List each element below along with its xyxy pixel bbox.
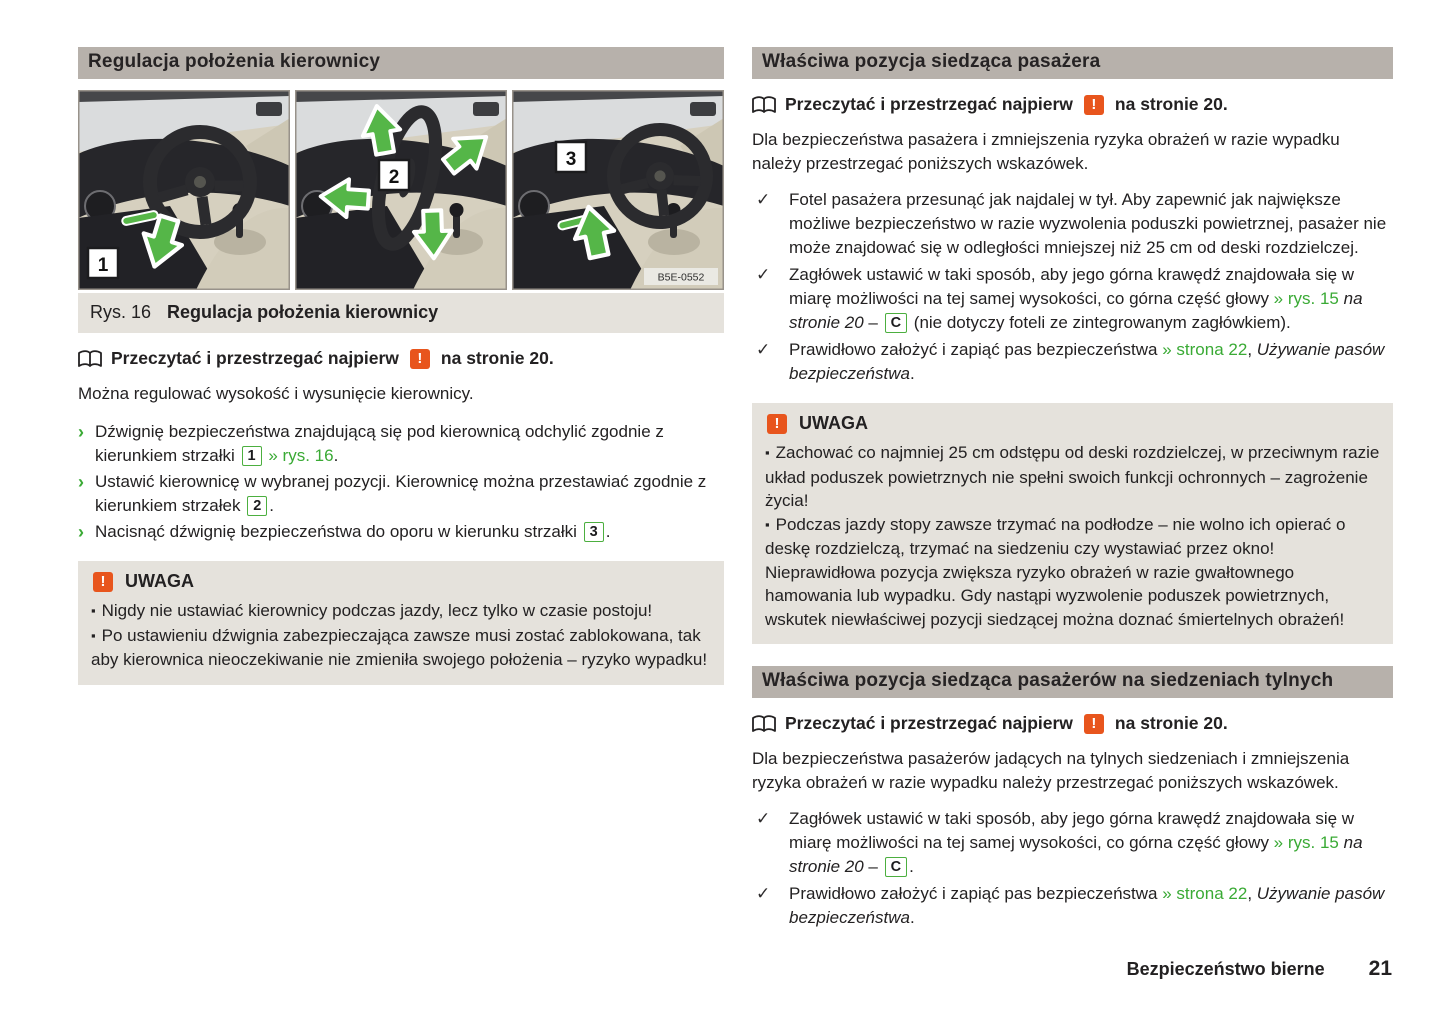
warning-box	[78, 561, 724, 685]
square-bullet-icon: ▪	[91, 627, 96, 643]
section-header-passenger-position: Właściwa pozycja siedząca pasażera	[752, 47, 1393, 79]
text-segment: Fotel pasażera przesunąć jak najdalej w tył. Aby zapewnić jak największe możliwe bezpieczeństwo w razie wyzwolenia poduszki powietrznej, pasażer nie może znajdować się w odległości mniejszej niż 25 cm od deski rozdzielczej.	[789, 190, 1387, 257]
warning-item-text: Po ustawieniu dźwignia zabezpieczająca zawsze musi zostać zablokowana, tak aby kierownica nieoczekiwanie nie zmieniła swojego położenia – ryzyko wypadku!	[91, 625, 708, 669]
bullet-arrow-icon: ›	[78, 522, 84, 542]
text-segment: .	[909, 364, 915, 383]
checklist-item	[752, 263, 1393, 335]
intro-paragraph: Dla bezpieczeństwa pasażerów jadących na tylnych siedzeniach i zmniejszenia ryzyka obrażeń w razie wypadku należy przestrzegać poniższych wskazówek.	[752, 749, 1350, 792]
text-segment: Prawidłowo założyć i zapiąć pas bezpieczeństwa	[789, 884, 1163, 903]
warning-title-text: UWAGA	[125, 571, 194, 591]
callout-ref-box: 2	[247, 496, 267, 516]
bullet-arrow-icon: ›	[78, 422, 84, 442]
section-header-rear-passengers: Właściwa pozycja siedząca pasażerów na siedzeniach tylnych	[752, 666, 1393, 698]
read-first-note	[752, 94, 1393, 115]
warning-title	[765, 413, 1380, 434]
text-segment: Ustawić kierownicę w wybranej pozycji. Kierownicę można przestawiać zgodnie z kierunkiem strzałek	[95, 472, 707, 515]
intro-paragraph: Dla bezpieczeństwa pasażera i zmniejszenia ryzyka obrażeń w razie wypadku należy przestrzegać poniższych wskazówek.	[752, 130, 1340, 173]
right-column	[752, 47, 1393, 933]
panel-number-label	[556, 142, 586, 172]
figure-caption	[78, 293, 724, 333]
cross-reference-link[interactable]: » strona 22	[1162, 884, 1248, 903]
warning-item-text: Zachować co najmniej 25 cm odstępu od deski rozdzielczej, w przeciwnym razie układ poduszek powietrznych nie spełni swoich funkcji ochronnych – zagrożenie życia!	[765, 443, 1380, 510]
image-code-label	[644, 268, 718, 285]
checklist-item-text	[789, 190, 1386, 257]
warning-item-text: Nigdy nie ustawiać kierownicy podczas jazdy, lecz tylko w czasie postoju!	[101, 601, 653, 620]
panel-number-label	[88, 248, 118, 278]
square-bullet-icon: ▪	[765, 445, 770, 460]
checklist-item-text	[789, 884, 1384, 927]
list-item	[78, 420, 724, 468]
checklist-item	[752, 807, 1393, 879]
text-segment: Zagłówek ustawić w taki sposób, aby jego górna krawędź znajdowała się w miarę możliwości na tej samej wysokości, co górna część głowy	[789, 809, 1355, 852]
read-first-label: Przeczytać i przestrzegać najpierw	[111, 348, 399, 368]
text-segment: Nacisnąć dźwignię bezpieczeństwa do oporu w kierunku strzałki	[95, 522, 582, 541]
square-bullet-icon: ▪	[91, 603, 96, 618]
cross-reference-link[interactable]: » rys. 15	[1273, 289, 1339, 308]
checklist-item	[752, 882, 1393, 930]
book-icon	[752, 96, 776, 113]
warning-mark: !	[100, 572, 106, 590]
text-segment: .	[333, 446, 339, 465]
text-segment: –	[863, 313, 883, 332]
panel-number-label	[379, 160, 409, 190]
square-bullet-icon: ▪	[765, 516, 770, 532]
checklist-item-text	[789, 340, 1384, 383]
figure-title: Regulacja położenia kierownicy	[167, 302, 439, 322]
read-first-label: Przeczytać i przestrzegać najpierw	[785, 713, 1073, 733]
book-icon	[78, 350, 102, 367]
list-item-text	[95, 522, 610, 541]
callout-ref-box: C	[885, 857, 907, 877]
read-first-page: na stronie 20.	[1114, 713, 1228, 733]
checklist-item-text	[789, 809, 1363, 876]
text-segment: .	[605, 522, 611, 541]
callout-ref-box: C	[885, 313, 907, 333]
callout-ref-box: 1	[242, 446, 262, 466]
svg-text:3: 3	[565, 149, 577, 170]
check-icon: ✓	[756, 265, 771, 284]
list-item	[78, 470, 724, 518]
list-item-text	[95, 422, 664, 465]
warning-item	[91, 599, 711, 624]
left-column	[78, 47, 724, 685]
figure-panels	[78, 90, 724, 290]
text-segment: Prawidłowo założyć i zapiąć pas bezpieczeństwa	[789, 340, 1163, 359]
cross-reference-link[interactable]: » strona 22	[1162, 340, 1248, 359]
italic-text: na stronie 20	[789, 833, 1363, 876]
check-icon: ✓	[756, 190, 771, 209]
warning-box	[752, 403, 1393, 644]
read-first-page: na stronie 20.	[440, 348, 554, 368]
text-segment: .	[909, 857, 914, 876]
text-segment: .	[269, 496, 275, 515]
cross-reference-link[interactable]: » rys. 15	[1273, 833, 1339, 852]
warning-icon	[93, 572, 113, 592]
checklist	[752, 807, 1393, 930]
read-first-note	[752, 713, 1393, 734]
page-footer	[1127, 957, 1392, 981]
figure-number: Rys. 16	[90, 302, 152, 322]
book-icon	[752, 715, 776, 732]
warning-icon	[1084, 95, 1104, 115]
svg-text:1: 1	[97, 255, 109, 276]
cross-reference-link[interactable]: » rys. 16	[268, 446, 334, 465]
checklist-item	[752, 338, 1393, 386]
footer-section-title: Bezpieczeństwo bierne	[1126, 959, 1325, 979]
figure-panel-2	[295, 90, 507, 290]
bullet-arrow-icon: ›	[78, 472, 84, 492]
footer-page-number: 21	[1368, 957, 1392, 980]
check-icon: ✓	[756, 884, 771, 903]
text-segment: .	[909, 908, 915, 927]
figure-panel-1	[78, 90, 290, 290]
warning-icon	[1084, 714, 1104, 734]
text-segment: (nie dotyczy foteli ze zintegrowanym zagłówkiem).	[909, 313, 1291, 332]
read-first-label: Przeczytać i przestrzegać najpierw	[785, 94, 1073, 114]
read-first-page: na stronie 20.	[1114, 94, 1228, 114]
instruction-list	[78, 420, 724, 544]
warning-item	[91, 624, 711, 672]
italic-text: na stronie 20	[789, 289, 1363, 332]
text-segment: ,	[1247, 340, 1257, 359]
warning-item	[765, 513, 1380, 632]
figure-panel-3	[512, 90, 724, 290]
warning-mark: !	[774, 414, 780, 432]
warning-mark: !	[1091, 95, 1097, 113]
text-segment: Zagłówek ustawić w taki sposób, aby jego górna krawędź znajdowała się w miarę możliwości na tej samej wysokości, co górna część głowy	[789, 265, 1355, 308]
read-first-note	[78, 348, 724, 369]
italic-text: Używanie pasów bezpieczeństwa	[789, 884, 1385, 927]
warning-item	[765, 441, 1380, 513]
text-segment: ,	[1247, 884, 1257, 903]
list-item	[78, 520, 724, 544]
callout-ref-box: 3	[584, 522, 604, 542]
warning-item-text: Podczas jazdy stopy zawsze trzymać na podłodze – nie wolno ich opierać o deskę rozdzielczą, trzymać na siedzeniu czy wystawiać przez okno! Nieprawidłowa pozycja zwiększa ryzyko obrażeń w razie gwałtownego hamowania lub wypadku. Gdy nastąpi wyzwolenie poduszek powietrznych, wskutek niewłaściwej pozycji siedzącej można doznać śmiertelnych obrażeń!	[765, 514, 1346, 629]
warning-title	[91, 571, 711, 592]
italic-text: Używanie pasów bezpieczeństwa	[789, 340, 1385, 383]
warning-icon	[767, 414, 787, 434]
list-item-text	[95, 472, 706, 515]
svg-text:2: 2	[388, 167, 400, 188]
svg-text:B5E-0552: B5E-0552	[657, 271, 705, 284]
warning-title-text: UWAGA	[799, 413, 868, 433]
warning-icon	[410, 349, 430, 369]
check-icon: ✓	[756, 340, 771, 359]
checklist-item	[752, 188, 1393, 260]
intro-paragraph: Można regulować wysokość i wysunięcie kierownicy.	[78, 384, 474, 403]
check-icon: ✓	[756, 809, 771, 828]
figure-steering-adjustment	[78, 90, 724, 333]
checklist-item-text	[789, 265, 1363, 332]
warning-mark: !	[417, 349, 423, 367]
text-segment: Dźwignię bezpieczeństwa znajdującą się pod kierownicą odchylić zgodnie z kierunkiem strzałki	[95, 422, 664, 465]
text-segment: –	[863, 857, 883, 876]
section-header-steering: Regulacja położenia kierownicy	[78, 47, 724, 79]
checklist	[752, 188, 1393, 386]
warning-mark: !	[1091, 714, 1097, 732]
